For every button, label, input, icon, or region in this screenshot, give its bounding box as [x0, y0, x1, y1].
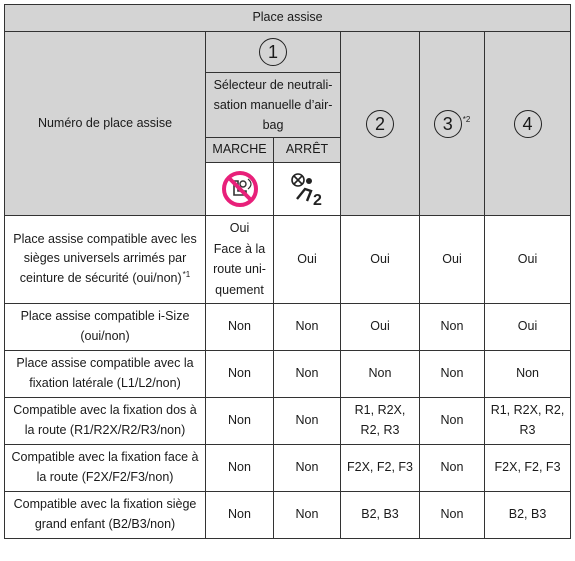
cell-position-3: Non	[420, 350, 485, 397]
row-label-text: Place assise compatible avec les sièges universels arrimés par ceinture de sécurité (oui/non)	[13, 232, 197, 286]
cell-position-4: B2, B3	[485, 491, 571, 538]
cell-airbag-on: Non	[206, 444, 274, 491]
table-row	[5, 216, 571, 304]
cell-position-4: Oui	[485, 216, 571, 304]
table-row	[5, 350, 571, 397]
cell-airbag-on: Non	[206, 350, 274, 397]
position-1-number: 1	[259, 38, 287, 66]
switch-off-label: ARRÊT	[274, 138, 341, 163]
row-label: Compatible avec la fixation dos à la route (R1/R2X/R2/R3/non)	[5, 397, 206, 444]
position-2-number: 2	[366, 110, 394, 138]
row-label: Compatible avec la fixation face à la route (F2X/F2/F3/non)	[5, 444, 206, 491]
cell-airbag-on: Non	[206, 491, 274, 538]
airbag-on-icon-cell	[206, 163, 274, 216]
cell-airbag-off: Non	[274, 444, 341, 491]
position-1-header	[206, 32, 341, 73]
cell-position-3: Oui	[420, 216, 485, 304]
row-label: Place assise compatible avec la fixation latérale (L1/L2/non)	[5, 350, 206, 397]
row-footnote: *1	[182, 269, 191, 279]
position-3-header	[420, 32, 485, 216]
cell-position-2: R1, R2X, R2, R3	[341, 397, 420, 444]
cell-airbag-off: Non	[274, 491, 341, 538]
cell-airbag-off: Non	[274, 350, 341, 397]
cell-position-4: F2X, F2, F3	[485, 444, 571, 491]
table-row	[5, 444, 571, 491]
cell-position-2: Non	[341, 350, 420, 397]
cell-position-3: Non	[420, 444, 485, 491]
cell-airbag-on: Non	[206, 303, 274, 350]
cell-position-2: F2X, F2, F3	[341, 444, 420, 491]
cell-position-4: Oui	[485, 303, 571, 350]
cell-position-4: R1, R2X, R2, R3	[485, 397, 571, 444]
cell-position-4: Non	[485, 350, 571, 397]
svg-text:2: 2	[313, 192, 322, 209]
position-2-header	[341, 32, 420, 216]
airbag-switch-label: Sélecteur de neutrali-sation manuelle d’air-bag	[206, 73, 341, 138]
row-label: Place assise compatible i-Size (oui/non)	[5, 303, 206, 350]
cell-on-value: Oui	[229, 221, 250, 235]
passenger-airbag-off-icon	[285, 169, 329, 209]
table-row	[5, 491, 571, 538]
row-label: Compatible avec la fixation siège grand enfant (B2/B3/non)	[5, 491, 206, 538]
cell-position-3: Non	[420, 397, 485, 444]
cell-position-3: Non	[420, 303, 485, 350]
cell-position-2: B2, B3	[341, 491, 420, 538]
table-row	[5, 397, 571, 444]
row-header-seat-number: Numéro de place assise	[5, 32, 206, 216]
position-3-footnote: *2	[462, 114, 471, 124]
cell-airbag-off: Oui	[274, 216, 341, 304]
cell-airbag-off: Non	[274, 397, 341, 444]
cell-position-2: Oui	[341, 216, 420, 304]
position-4-header	[485, 32, 571, 216]
airbag-off-icon-cell	[274, 163, 341, 216]
position-4-number: 4	[514, 110, 542, 138]
cell-position-3: Non	[420, 491, 485, 538]
position-3-number: 3	[434, 110, 462, 138]
cell-on-detail: Face à la route uni-quement	[213, 241, 266, 297]
cell-airbag-off: Non	[274, 303, 341, 350]
row-label	[5, 216, 206, 304]
prohibited-rear-facing-child-seat-icon	[220, 169, 260, 209]
cell-airbag-on	[206, 216, 274, 304]
cell-airbag-on: Non	[206, 397, 274, 444]
switch-on-label: MARCHE	[206, 138, 274, 163]
seat-compatibility-table	[4, 4, 571, 539]
table-title: Place assise	[5, 5, 571, 32]
cell-position-2: Oui	[341, 303, 420, 350]
table-row	[5, 303, 571, 350]
